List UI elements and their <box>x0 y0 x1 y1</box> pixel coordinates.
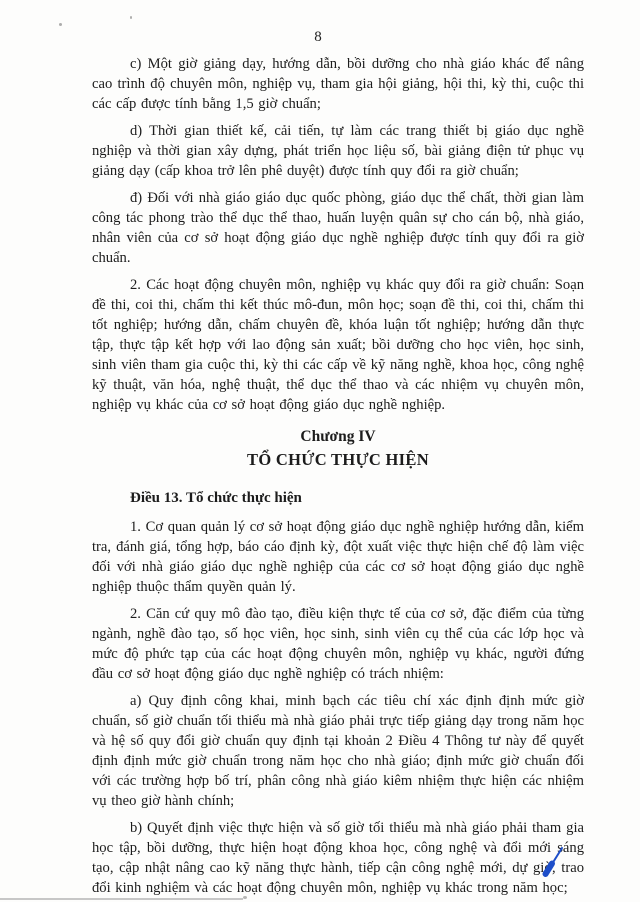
page-number: 8 <box>314 29 322 45</box>
body-paragraph-c: c) Một giờ giảng dạy, hướng dẫn, bồi dưỡng cho nhà giáo khác để nâng cao trình độ chuyên môn, nghiệp vụ, tham gia hội giảng, hội thi, kỳ thi, cuộc thi các cấp được tính bằng 1,5 giờ chuẩn; <box>92 56 584 112</box>
pen-tick-icon <box>534 841 574 883</box>
scan-speck <box>59 23 62 26</box>
body-paragraph-2b: 2. Căn cứ quy mô đào tạo, điều kiện thực tế của cơ sở, đặc điểm của từng ngành, nghề đào tạo, số học viên, học sinh, sinh viên cụ thể của các lớp học và mức độ phức tạp của các hoạt động chuyên môn, nghiệp vụ khác, người đứng đầu cơ sở hoạt động giáo dục nghề nghiệp có trách nhiệm: <box>92 606 584 682</box>
body-paragraph-a: a) Quy định công khai, minh bạch các tiêu chí xác định định mức giờ chuẩn, số giờ chuẩn tối thiểu mà nhà giáo phải trực tiếp giảng dạy trong năm học và hệ số quy đổi giờ chuẩn quy định tại khoản 2 Điều 4 Thông tư này để quyết định định mức giờ chuẩn trong năm học cho nhà giáo; định mức giờ chuẩn đối với các trường hợp bố trí, phân công nhà giáo kiêm nhiệm thực hiện các nhiệm vụ theo giờ hành chính; <box>92 693 584 809</box>
scan-artifact-line <box>0 898 243 900</box>
chapter-label: Chương IV <box>300 428 376 445</box>
body-paragraph-dd: đ) Đối với nhà giáo giáo dục quốc phòng, giáo dục thể chất, thời gian làm công tác phong trào thể dục thể thao, huấn luyện quân sự cho cán bộ, nhà giáo, nhân viên của cơ sở hoạt động giáo dục nghề nghiệp được tính quy đổi ra giờ chuẩn. <box>92 190 584 266</box>
body-paragraph-d: d) Thời gian thiết kế, cải tiến, tự làm các trang thiết bị giáo dục nghề nghiệp và thời gian xây dựng, phát triển học liệu số, bài giảng điện tử phục vụ giảng dạy (cấp khoa trở lên phê duyệt) được tính quy đổi ra giờ chuẩn; <box>92 123 584 179</box>
body-paragraph-1: 1. Cơ quan quản lý cơ sở hoạt động giáo dục nghề nghiệp hướng dẫn, kiểm tra, đánh giá, tổng hợp, báo cáo định kỳ, đột xuất việc thực hiện chế độ làm việc đối với nhà giáo giáo dục nghề nghiệp của các cơ sở hoạt động giáo dục nghề nghiệp thuộc thẩm quyền quản lý. <box>92 519 584 595</box>
body-paragraph-2: 2. Các hoạt động chuyên môn, nghiệp vụ khác quy đổi ra giờ chuẩn: Soạn đề thi, coi thi, chấm thi kết thúc mô-đun, môn học; soạn đề thi, coi thi, chấm thi tốt nghiệp; hướng dẫn, chấm chuyên đề, khóa luận tốt nghiệp; hướng dẫn thực tập, thực tập kết hợp với lao động sản xuất; bồi dưỡng cho học viên, học sinh, sinh viên tham gia cuộc thi, kỳ thi các cấp về kỹ năng nghề, khoa học, công nghệ kỹ thuật, văn hóa, nghệ thuật, thể dục thể thao và các nhiệm vụ chuyên môn, nghiệp vụ khác của cơ sở hoạt động giáo dục nghề nghiệp. <box>92 277 584 413</box>
article-heading: Điều 13. Tổ chức thực hiện <box>130 490 302 506</box>
scan-speck <box>243 896 247 899</box>
chapter-title: TỔ CHỨC THỰC HIỆN <box>247 450 429 469</box>
pen-tick-thick-stroke <box>546 864 553 875</box>
body-paragraph-b: b) Quyết định việc thực hiện và số giờ tối thiểu mà nhà giáo phải tham gia học tập, bồi dưỡng, thực hiện hoạt động khoa học, công nghệ và đổi mới sáng tạo, cập nhật nâng cao kỹ năng thực hành, tiếp cận công nghệ mới, dự giờ, trao đổi kinh nghiệm và các hoạt động chuyên môn, nghiệp vụ khác trong năm học; <box>92 820 584 896</box>
scan-speck <box>130 16 132 19</box>
